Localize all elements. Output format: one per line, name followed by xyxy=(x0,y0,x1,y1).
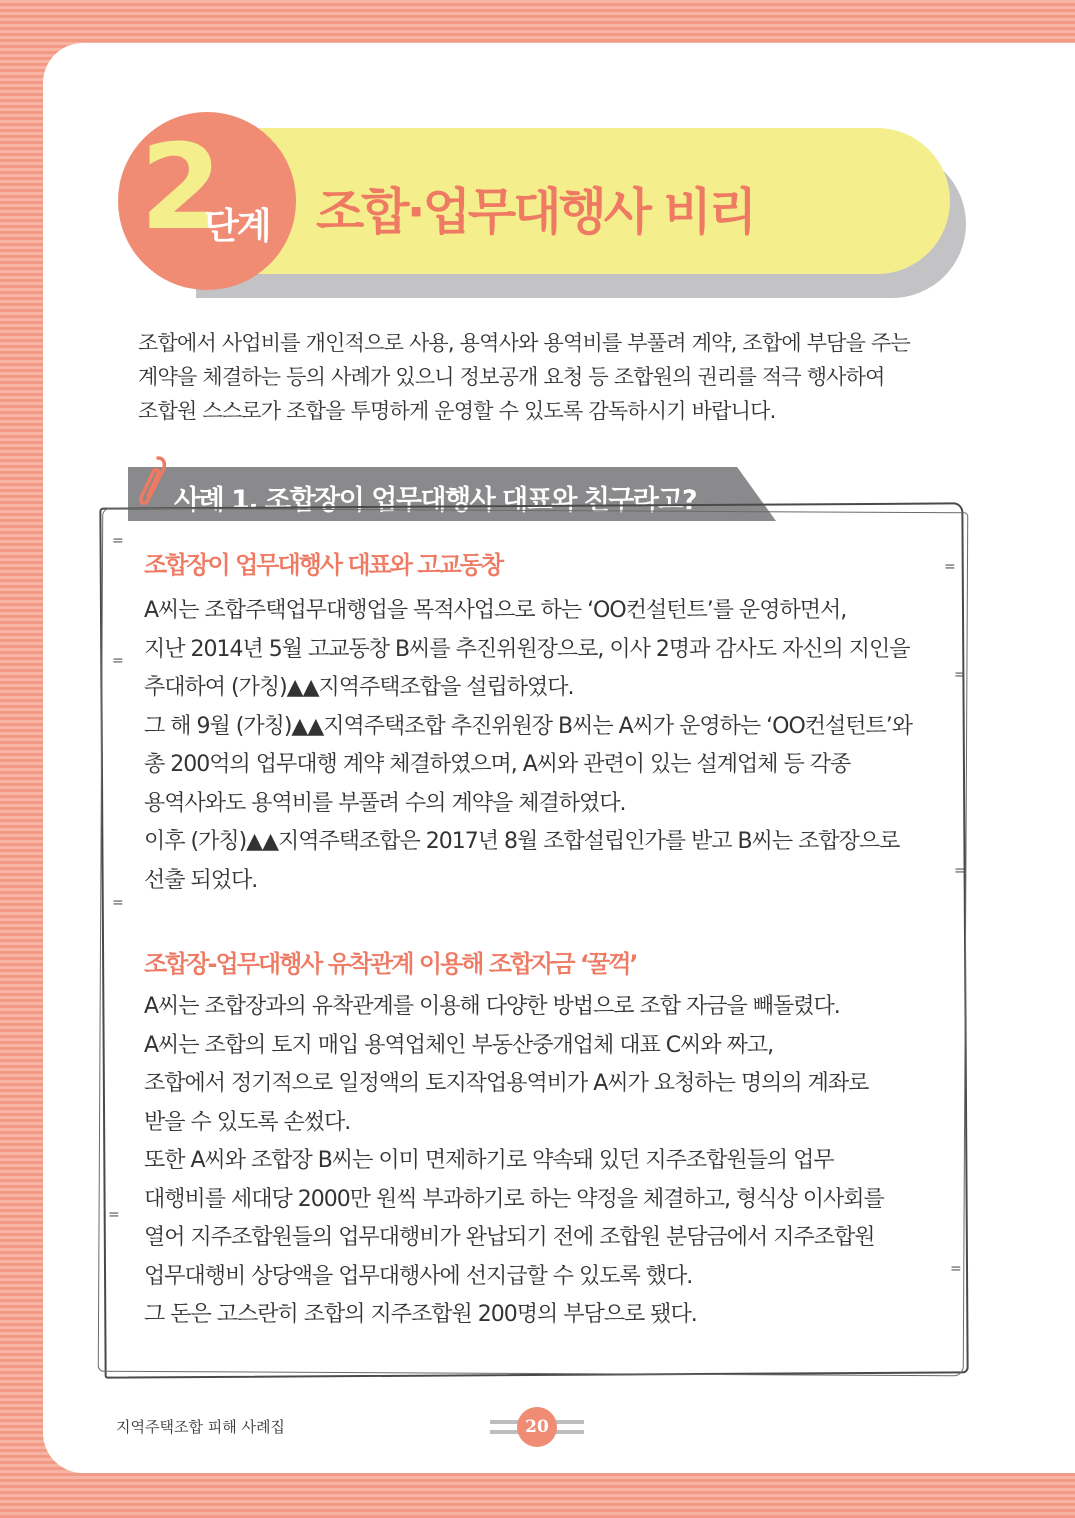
section-body xyxy=(144,988,944,1335)
case-title: 사례 1. 조합장이 업무대행사 대표와 친구라고? xyxy=(174,485,697,516)
sketch-tick: = xyxy=(112,895,124,911)
body-line: 총 200억의 업무대행 계약 체결하였으며, A씨와 관련이 있는 설계업체 등 각종 xyxy=(144,752,851,777)
sketch-tick: = xyxy=(112,653,124,669)
intro-line: 조합에서 사업비를 개인적으로 사용, 용역사와 용역비를 부풀려 계약, 조합에 부담을 주는 xyxy=(138,331,910,355)
body-line: A씨는 조합장과의 유착관계를 이용해 다양한 방법으로 조합 자금을 빼돌렸다. xyxy=(144,994,840,1019)
sketch-tick: = xyxy=(954,667,966,683)
body-line: 열어 지주조합원들의 업무대행비가 완납되기 전에 조합원 분담금에서 지주조합원 xyxy=(144,1225,875,1250)
body-line: 지난 2014년 5월 고교동창 B씨를 추진위원장으로, 이사 2명과 감사도 자신의 지인을 xyxy=(144,636,910,662)
body-line: 이후 (가칭)▲▲지역주택조합은 2017년 8월 조합설립인가를 받고 B씨는 조합장으로 xyxy=(144,829,900,854)
body-line: 선출 되었다. xyxy=(144,867,258,893)
body-line: 대행비를 세대당 2000만 원씩 부과하기로 하는 약정을 체결하고, 형식상 이사회를 xyxy=(144,1186,884,1212)
intro-line: 조합원 스스로가 조합을 투명하게 운영할 수 있도록 감독하시기 바랍니다. xyxy=(138,399,776,423)
section-body xyxy=(144,592,944,900)
body-line: A씨는 조합주택업무대행업을 목적사업으로 하는 ‘OO컨설턴트’를 운영하면서, xyxy=(144,598,847,623)
step-number: 2 xyxy=(140,118,219,256)
body-line: 업무대행비 상당액을 업무대행사에 선지급할 수 있도록 했다. xyxy=(144,1263,693,1289)
body-line: 그 해 9월 (가칭)▲▲지역주택조합 추진위원장 B씨는 A씨가 운영하는 ‘OO컨설턴트’와 xyxy=(144,713,913,739)
body-line: 용역사와도 용역비를 부풀려 수의 계약을 체결하였다. xyxy=(144,790,626,816)
page-title: 조합·업무대행사 비리 xyxy=(316,183,755,241)
sketch-tick: = xyxy=(944,559,956,575)
sketch-tick: = xyxy=(108,1207,120,1223)
step-label: 단계 xyxy=(204,206,270,247)
book-title: 지역주택조합 피해 사례집 xyxy=(116,1418,285,1436)
body-line: 조합에서 정기적으로 일정액의 토지작업용역비가 A씨가 요청하는 명의의 계좌로 xyxy=(144,1071,869,1096)
intro-paragraph xyxy=(138,326,968,428)
body-line: 또한 A씨와 조합장 B씨는 이미 면제하기로 약속돼 있던 지주조합원들의 업무 xyxy=(144,1148,834,1173)
body-line: 추대하여 (가칭)▲▲지역주택조합을 설립하였다. xyxy=(144,675,574,700)
sketch-tick: = xyxy=(112,533,124,549)
sketch-tick: = xyxy=(950,1261,962,1277)
body-line: A씨는 조합의 토지 매입 용역업체인 부동산중개업체 대표 C씨와 짜고, xyxy=(144,1032,774,1058)
section-heading: 조합장이 업무대행사 대표와 고교동창 xyxy=(144,551,503,579)
paperclip-icon xyxy=(136,452,170,512)
body-line: 받을 수 있도록 손썼다. xyxy=(144,1109,351,1135)
body-line: 그 돈은 고스란히 조합의 지주조합원 200명의 부담으로 됐다. xyxy=(144,1302,697,1327)
page-number: 20 xyxy=(517,1407,557,1447)
intro-line: 계약을 체결하는 등의 사례가 있으니 정보공개 요청 등 조합원의 권리를 적극 행사하여 xyxy=(138,365,885,389)
sketch-tick: = xyxy=(954,863,966,879)
section-heading: 조합장-업무대행사 유착관계 이용해 조합자금 ‘꿀꺽’ xyxy=(144,950,637,978)
